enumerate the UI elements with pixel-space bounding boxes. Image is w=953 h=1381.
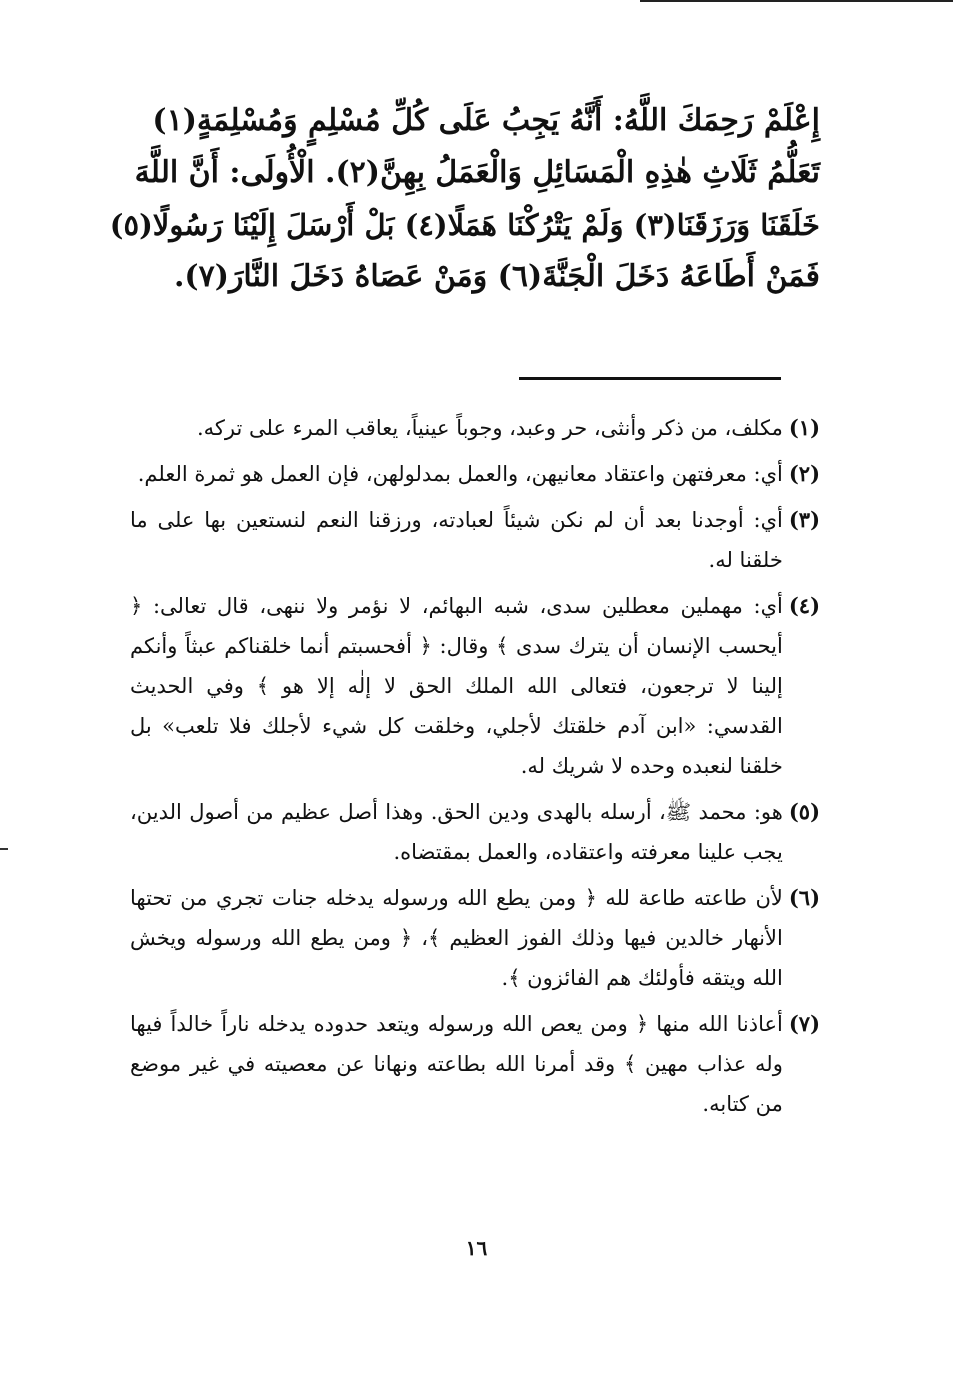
footnote-text: أي: مهملين معطلين سدى، شبه البهائم، لا نؤمر ولا ننهى، قال تعالى: ﴿ أيحسب الإنسان أن يترك سدى ﴾ وقال: ﴿ أفحسبتم أنما خلقناكم عبثاً وأنكم إلينا لا ترجعون، فتعالى الله الملك الحق لا إلٰه إلا هو ﴾ وفي الحديث القدسي: «ابن آدم خلقتك لأجلي، وخلقت كل شيء لأجلك فلا تلعب» بل خلقنا لنعبده وحده لا شريك له. bbox=[130, 594, 783, 778]
footnote-2 bbox=[130, 454, 820, 494]
footnote-divider bbox=[519, 377, 781, 380]
footnote-number: (٤) bbox=[788, 593, 820, 618]
footnote-text: لأن طاعته طاعة لله ﴿ ومن يطع الله ورسوله يدخله جنات تجري من تحتها الأنهار خالدين فيها وذلك الفوز العظيم ﴾، ﴿ ومن يطع الله ورسوله ويخش الله ويتقه فأولئك هم الفائزون ﴾. bbox=[130, 886, 783, 990]
footnote-1 bbox=[130, 408, 820, 448]
footnote-text: أي: أوجدنا بعد أن لم نكن شيئاً لعبادته، ورزقنا النعم لنستعين بها على ما خلقنا له. bbox=[130, 508, 783, 572]
footnote-6 bbox=[130, 878, 820, 998]
footnotes bbox=[130, 408, 820, 1130]
top-rule bbox=[640, 0, 953, 2]
footnote-text: مكلف، من ذكر وأنثى، حر وعبد، وجوباً عينياً، يعاقب المرء على تركه. bbox=[196, 416, 783, 440]
footnote-3 bbox=[130, 500, 820, 580]
main-text-block bbox=[100, 95, 820, 303]
main-text-line: فَمَنْ أَطَاعَهُ دَخَلَ الْجَنَّةَ(٦) وَمَنْ عَصَاهُ دَخَلَ النَّارَ(٧). bbox=[173, 259, 820, 294]
main-text-line: تَعَلُّمُ ثَلَاثِ هٰذِهِ الْمَسَائِلِ وَالْعَمَلُ بِهِنَّ(٢). الْأُولَى: أَنَّ اللَّهَ bbox=[134, 155, 820, 190]
footnote-text: هو: محمد ﷺ، أرسله بالهدى ودين الحق. وهذا أصل عظيم من أصول الدين، يجب علينا معرفته واعتقاده، والعمل بمقتضاه. bbox=[130, 800, 783, 864]
footnote-number: (٣) bbox=[788, 507, 820, 532]
main-text-line: خَلَقَنَا وَرَزَقَنَا(٣) وَلَمْ يَتْرُكْنَا هَمَلًا(٤) بَلْ أَرْسَلَ إِلَيْنَا رَسُولًا(٥) bbox=[109, 208, 820, 242]
margin-mark bbox=[0, 848, 8, 850]
footnote-number: (٧) bbox=[788, 1011, 820, 1036]
footnote-text: أعاذنا الله منها ﴿ ومن يعص الله ورسوله ويتعد حدوده يدخله ناراً خالداً فيها وله عذاب مهين ﴾ وقد أمرنا الله بطاعته ونهانا عن معصيته في غير موضع من كتابه. bbox=[130, 1012, 783, 1116]
footnote-7 bbox=[130, 1004, 820, 1124]
main-text bbox=[100, 95, 820, 303]
footnote-number: (٥) bbox=[788, 799, 820, 824]
footnote-4 bbox=[130, 586, 820, 786]
footnote-number: (٦) bbox=[788, 885, 820, 910]
footnote-text: أي: معرفتهن واعتقاد معانيهن، والعمل بمدلولهن، فإن العمل هو ثمرة العلم. bbox=[137, 462, 783, 486]
footnote-number: (٢) bbox=[788, 461, 820, 486]
footnote-5 bbox=[130, 792, 820, 872]
footnote-number: (١) bbox=[788, 415, 820, 440]
main-text-line: إِعْلَمْ رَحِمَكَ اللَّهُ: أَنَّهُ يَجِبُ عَلَى كُلِّ مُسْلِمٍ وَمُسْلِمَةٍ(١) bbox=[152, 103, 820, 138]
page-number: ١٦ bbox=[465, 1236, 488, 1260]
